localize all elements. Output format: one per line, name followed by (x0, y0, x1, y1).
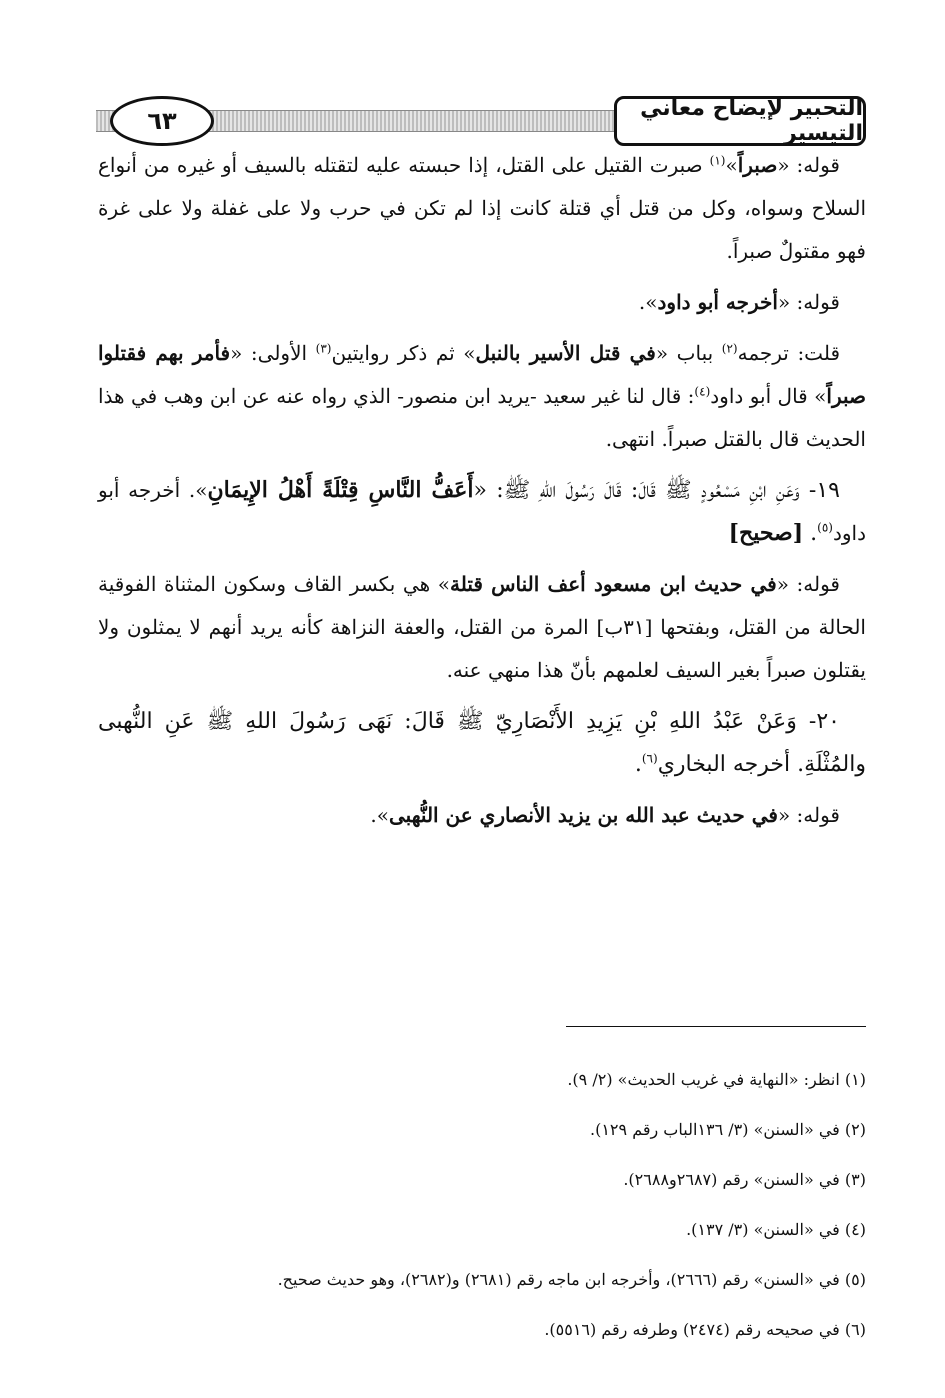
text: قوله: « (777, 803, 840, 827)
text: ١٩- وَعَنِ ابْنِ مَسْعُودٍ ﷺ قَالَ: قَالَ رَسُولَ اللهِ ﷺ: « (473, 478, 840, 503)
paragraph-ibn-masud (98, 563, 866, 692)
text: : قال لنا غير سعيد -يريد ابن منصور- الذي رواه عنه عن ابن وهب في هذا الحديث قال بالقتل صبراً. انتهى. (98, 384, 866, 451)
footnotes (98, 1055, 866, 1355)
grading-label: [صحيح] (728, 520, 804, 546)
main-text (98, 144, 866, 845)
hadith-20 (98, 700, 866, 786)
quoted-term: في حديث ابن مسعود أعف الناس قتلة (449, 572, 777, 596)
text: الأولى: « (230, 341, 316, 365)
quoted-term: أخرجه أبو داود (657, 290, 778, 314)
footnote-ref: (٤) (694, 384, 711, 399)
paragraph-tarjama (98, 332, 866, 461)
paragraph-abu-dawud (98, 281, 866, 324)
text: . (803, 521, 818, 546)
footnote-ref: (٣) (315, 341, 332, 356)
text: صبرت القتيل على القتل، إذا حبسته عليه لتقتله بالسيف أو غيره من أنواع السلاح وسواه، وكل من قتل أي قتلة كانت إذا لم تكن في حرب ولا على غفلة ولا على غرة فهو مقتولٌ صبراً. (98, 153, 866, 263)
hadith-text: ٢٠- وَعَنْ عَبْدُ اللهِ بْنِ يَزِيدِ الأَنْصَارِيّ ﷺ قَالَ: نَهَى رَسُولَ اللهِ ﷺ عَنِ النُّهبى والمُثْلَةِ. أخرجه البخاري (98, 709, 866, 777)
footnote: (٣) في «السنن» رقم (٢٦٨٧و٢٦٨٨). (623, 1170, 866, 1189)
text: بباب « (655, 341, 722, 365)
footnote-ref: (٦) (641, 751, 658, 766)
footnote-divider (566, 1026, 866, 1027)
running-header (96, 96, 866, 148)
hadith-19 (98, 469, 866, 555)
footnote-ref: (٢) (721, 341, 738, 356)
text: » (725, 153, 738, 177)
quoted-term: في قتل الأسير بالنبل (475, 341, 656, 365)
text: » ثم ذكر روايتين (331, 341, 476, 365)
text: » قال أبو داود (710, 384, 827, 408)
text: قوله: « (777, 153, 840, 177)
footnote-ref: (٥) (817, 520, 833, 535)
text: قوله: « (776, 572, 840, 596)
text: . (634, 752, 642, 777)
footnote: (٤) في «السنن» (٣/ ١٣٧). (686, 1220, 866, 1239)
footnote: (٦) في صحيحه رقم (٢٤٧٤) وطرفه رقم (٥٥١٦). (544, 1320, 866, 1339)
quoted-term: فأمر بهم فقتلوا صبراً (98, 341, 866, 408)
footnote-ref: (١) (709, 153, 726, 168)
paragraph-sabran (98, 144, 866, 273)
footnote: (٥) في «السنن» رقم (٢٦٦٦)، وأخرجه ابن ماجه رقم (٢٦٨١) و(٢٦٨٢)، وهو حديث صحيح. (277, 1270, 866, 1289)
text: » هي بكسر القاف وسكون المثناة الفوقية الحالة من القتل، وبفتحها [٣١ب] المرة من القتل، والعفة النزاهة كأنه يريد أنهم لا يمثلون ولا يقتلون صبراً بغير السيف لعلمهم بأنّ هذا منهي عنه. (98, 572, 866, 682)
paragraph-nuhba (98, 794, 866, 837)
page-number: ٦٣ (110, 96, 214, 146)
quoted-term: في حديث عبد الله بن يزيد الأنصاري عن النُّهبى (388, 803, 778, 827)
quoted-term: صبراً (737, 153, 778, 177)
text: قلت: ترجمه (737, 341, 841, 365)
text: قوله: « (777, 290, 840, 314)
text: ». أخرجه أبو داود (98, 478, 866, 545)
footnote: (٢) في «السنن» (٣/ ١٣٦الباب رقم ١٢٩). (590, 1120, 866, 1139)
text: ». (638, 290, 658, 314)
hadith-text: أَعَفُّ النَّاسِ قِتْلَةً أَهْلُ الإِيمَانِ (207, 477, 474, 503)
book-title: التحبير لإيضاح معاني التيسير (614, 96, 866, 146)
footnote: (١) انظر: «النهاية في غريب الحديث» (٢/ ٩). (567, 1070, 866, 1089)
text: ». (370, 803, 389, 827)
